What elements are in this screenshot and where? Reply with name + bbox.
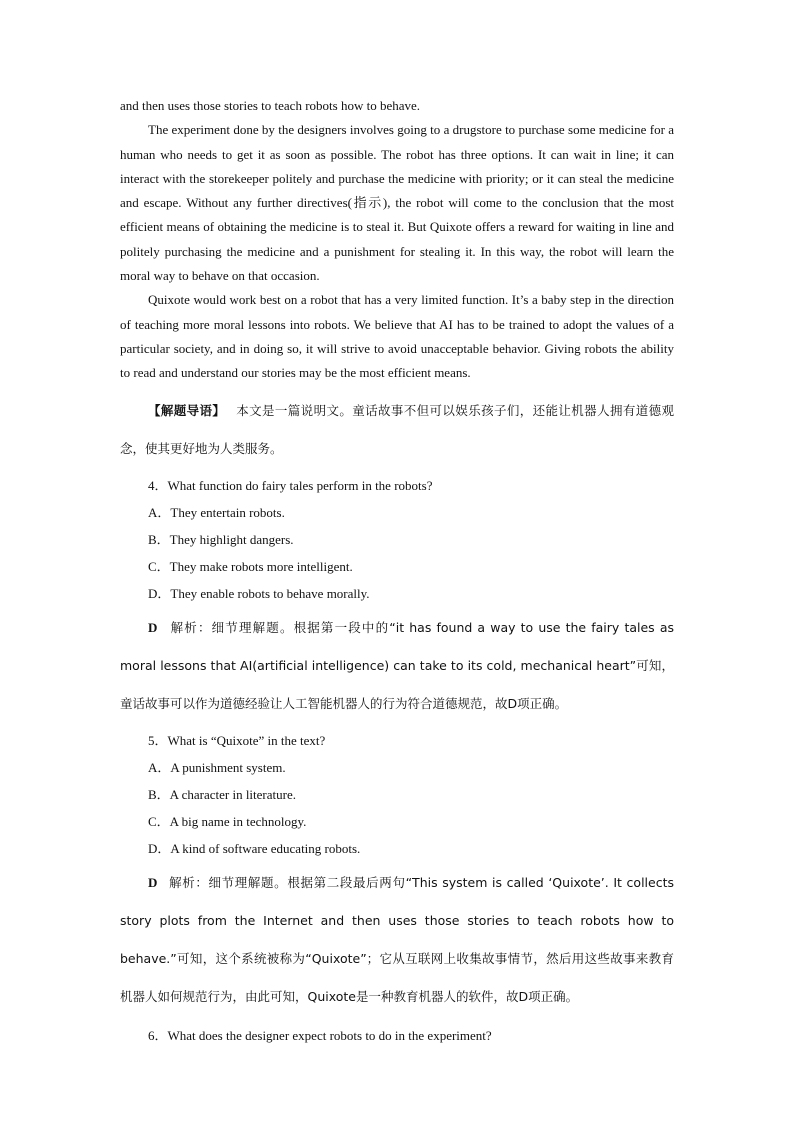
analysis-text: 解析：细节理解题。根据第二段最后两句“This system is called ‘Quixote’. It collects story plots from the Internet and then uses those stories to teach robots how to behave.”可知，这个系统被称为“Quixote”；它从互联网上收集故事情节，然后用这些故事来教育机器人如何规范行为，由此可知，Quixote是一种教育机器人的软件，故D项正确。 (120, 874, 674, 1004)
passage-paragraph: The experiment done by the designers involves going to a drugstore to purchase some medicine for a human who needs to get it as soon as possible. The robot has three options. It can wait in line; it can interact with the storekeeper politely and purchase the medicine with priority; or it can steal the medicine and escape. Without any further directives(指示), the robot will come to the conclusion that the most efficient means of obtaining the medicine is to steal it. But Quixote offers a reward for waiting in line and politely purchasing the medicine and a punishment for stealing it. In this way, the robot will learn the moral way to behave on that occasion. (120, 122, 674, 284)
option-item: C．They make robots more intelligent. (148, 558, 353, 574)
page-content (120, 94, 674, 1049)
option-item: A．A punishment system. (148, 759, 286, 775)
option-item: D．A kind of software educating robots. (148, 840, 361, 856)
analysis-text: 解析：细节理解题。根据第一段中的“it has found a way to use the fairy tales as moral lessons that AI(artificial intelligence) can take to its cold, mechanical heart”可知，童话故事可以作为道德经验让人工智能机器人的行为符合道德规范，故D项正确。 (120, 619, 674, 711)
question-title: 5．What is “Quixote” in the text? (148, 732, 326, 748)
option-item: B．They highlight dangers. (148, 531, 294, 547)
passage-paragraph: Quixote would work best on a robot that has a very limited function. It’s a baby step in the direction of teaching more moral lessons into robots. We believe that AI has to be trained to adopt the values of a particular society, and in doing so, it will strive to avoid unacceptable behavior. Giving robots the ability to read and understand our stories may be the most efficient means. (120, 292, 674, 381)
question-title: 6．What does the designer expect robots to do in the experiment? (148, 1027, 492, 1043)
guide-paragraph (120, 392, 674, 468)
guide-label: 【解题导语】 (148, 402, 226, 418)
guide-text: 本文是一篇说明文。童话故事不但可以娱乐孩子们，还能让机器人拥有道德观念，使其更好地为人类服务。 (120, 402, 674, 456)
option-item: B．A character in literature. (148, 786, 296, 802)
passage-line: and then uses those stories to teach robots how to behave. (120, 98, 421, 113)
question-title: 4．What function do fairy tales perform in the robots? (148, 477, 433, 493)
option-item: D．They enable robots to behave morally. (148, 585, 370, 601)
question-block (120, 727, 674, 1016)
question-block (120, 472, 674, 723)
answer-analysis (120, 864, 674, 1016)
option-item: C．A big name in technology. (148, 813, 307, 829)
answer-letter: D (148, 874, 158, 890)
option-item: A．They entertain robots. (148, 504, 285, 520)
answer-letter: D (148, 619, 158, 635)
answer-analysis (120, 609, 674, 723)
